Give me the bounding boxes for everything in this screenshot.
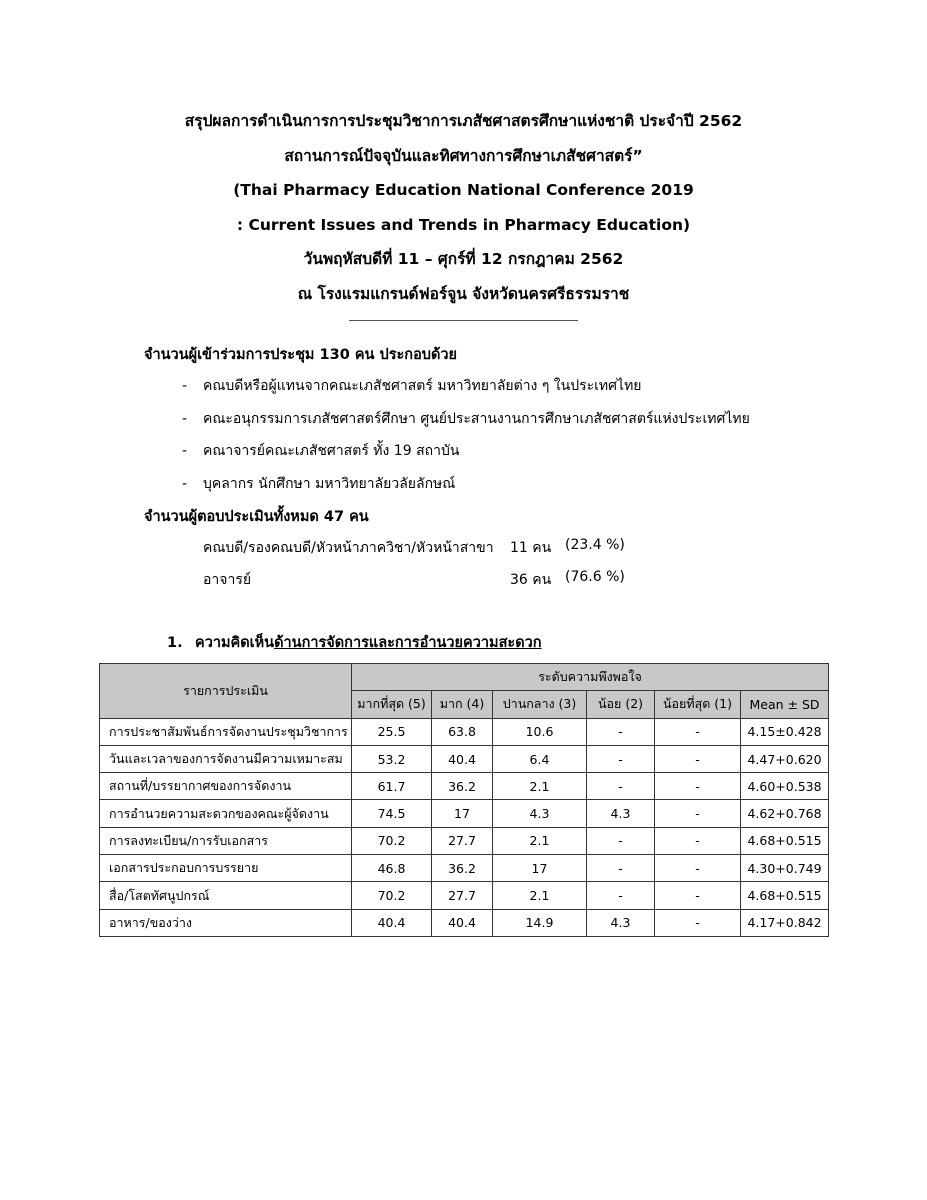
title-line: (Thai Pharmacy Education National Conference 2019 bbox=[233, 181, 694, 199]
mean-sd-cell: 4.30+0.749 bbox=[741, 855, 829, 882]
item-cell: การอำนวยความสะดวกของคณะผู้จัดงาน bbox=[100, 800, 352, 827]
value-cell: - bbox=[587, 773, 655, 800]
list-item-text: คณบดีหรือผู้แทนจากคณะเภสัชศาสตร์ มหาวิทยาลัยต่าง ๆ ในประเทศไทย bbox=[203, 378, 642, 394]
column-header: น้อยที่สุด (1) bbox=[655, 691, 741, 718]
list-dash: - bbox=[182, 443, 188, 459]
attendee-list bbox=[182, 373, 750, 503]
value-cell: 40.4 bbox=[432, 745, 493, 772]
table-row bbox=[100, 827, 829, 854]
value-cell: 61.7 bbox=[352, 773, 432, 800]
list-item bbox=[182, 471, 750, 504]
value-cell: 36.2 bbox=[432, 855, 493, 882]
item-cell: การลงทะเบียน/การรับเอกสาร bbox=[100, 827, 352, 854]
value-cell: 70.2 bbox=[352, 882, 432, 909]
list-item-text: คณาจารย์คณะเภสัชศาสตร์ ทั้ง 19 สถาบัน bbox=[203, 443, 460, 459]
value-cell: 17 bbox=[493, 855, 587, 882]
list-item bbox=[182, 406, 750, 439]
respondent-row bbox=[203, 569, 625, 591]
mean-sd-cell: 4.68+0.515 bbox=[741, 827, 829, 854]
table-row bbox=[100, 800, 829, 827]
respondent-count: 36 คน bbox=[510, 572, 552, 588]
value-cell: - bbox=[587, 827, 655, 854]
mean-sd-cell: 4.68+0.515 bbox=[741, 882, 829, 909]
title-divider bbox=[349, 320, 578, 321]
item-cell: สื่อ/โสตทัศนูปกรณ์ bbox=[100, 882, 352, 909]
mean-sd-cell: 4.17+0.842 bbox=[741, 909, 829, 936]
value-cell: - bbox=[655, 909, 741, 936]
value-cell: - bbox=[587, 745, 655, 772]
document-title-block bbox=[0, 104, 927, 311]
value-cell: 6.4 bbox=[493, 745, 587, 772]
value-cell: 70.2 bbox=[352, 827, 432, 854]
value-cell: 46.8 bbox=[352, 855, 432, 882]
respondent-label: คณบดี/รองคณบดี/หัวหน้าภาควิชา/หัวหน้าสาขา bbox=[203, 540, 494, 556]
column-header: Mean ± SD bbox=[741, 691, 829, 718]
item-cell: การประชาสัมพันธ์การจัดงานประชุมวิชาการ bbox=[100, 718, 352, 745]
value-cell: 14.9 bbox=[493, 909, 587, 936]
value-cell: 27.7 bbox=[432, 827, 493, 854]
table-row bbox=[100, 745, 829, 772]
list-item-text: คณะอนุกรรมการเภสัชศาสตร์ศึกษา ศูนย์ประสานงานการศึกษาเภสัชศาสตร์แห่งประเทศไทย bbox=[203, 410, 750, 427]
value-cell: 17 bbox=[432, 800, 493, 827]
value-cell: 4.3 bbox=[587, 800, 655, 827]
section-title-underlined: ด้านการจัดการและการอำนวยความสะดวก bbox=[274, 635, 542, 651]
item-cell: สถานที่/บรรยากาศของการจัดงาน bbox=[100, 773, 352, 800]
item-cell: เอกสารประกอบการบรรยาย bbox=[100, 855, 352, 882]
value-cell: 36.2 bbox=[432, 773, 493, 800]
column-header: มากที่สุด (5) bbox=[352, 691, 432, 718]
respondent-label: อาจารย์ bbox=[203, 572, 252, 588]
respondent-percent: (23.4 %) bbox=[565, 537, 625, 553]
value-cell: 2.1 bbox=[493, 827, 587, 854]
value-cell: - bbox=[655, 855, 741, 882]
respondent-count: 11 คน bbox=[510, 540, 552, 556]
respondent-percent: (76.6 %) bbox=[565, 569, 625, 585]
item-cell: อาหาร/ของว่าง bbox=[100, 909, 352, 936]
mean-sd-cell: 4.62+0.768 bbox=[741, 800, 829, 827]
table-row bbox=[100, 773, 829, 800]
value-cell: 40.4 bbox=[352, 909, 432, 936]
table-row bbox=[100, 882, 829, 909]
attendees-heading: จำนวนผู้เข้าร่วมการประชุม 130 คน ประกอบด้วย bbox=[144, 347, 458, 363]
table-row bbox=[100, 718, 829, 745]
value-cell: 4.3 bbox=[587, 909, 655, 936]
value-cell: 2.1 bbox=[493, 773, 587, 800]
value-cell: 4.3 bbox=[493, 800, 587, 827]
value-cell: - bbox=[587, 855, 655, 882]
list-item bbox=[182, 438, 750, 471]
list-item bbox=[182, 373, 750, 406]
respondent-row bbox=[203, 537, 625, 559]
value-cell: 27.7 bbox=[432, 882, 493, 909]
section-number: 1. bbox=[167, 635, 183, 651]
satisfaction-group-header: ระดับความพึงพอใจ bbox=[352, 664, 829, 691]
satisfaction-table bbox=[99, 663, 829, 937]
list-dash: - bbox=[182, 378, 188, 394]
value-cell: - bbox=[655, 773, 741, 800]
value-cell: 53.2 bbox=[352, 745, 432, 772]
value-cell: 40.4 bbox=[432, 909, 493, 936]
title-line: : Current Issues and Trends in Pharmacy Education) bbox=[236, 215, 691, 234]
title-line: ณ โรงแรมแกรนด์ฟอร์จูน จังหวัดนครศรีธรรมราช bbox=[297, 284, 630, 303]
table-row bbox=[100, 855, 829, 882]
table-row bbox=[100, 909, 829, 936]
value-cell: - bbox=[587, 718, 655, 745]
column-header: น้อย (2) bbox=[587, 691, 655, 718]
value-cell: 63.8 bbox=[432, 718, 493, 745]
title-line: สรุปผลการดำเนินการการประชุมวิชาการเภสัชศาสตรศึกษาแห่งชาติ ประจำปี 2562 bbox=[184, 112, 743, 130]
title-line: วันพฤหัสบดีที่ 11 – ศุกร์ที่ 12 กรกฎาคม 2562 bbox=[303, 250, 624, 268]
mean-sd-cell: 4.60+0.538 bbox=[741, 773, 829, 800]
column-header: ปานกลาง (3) bbox=[493, 691, 587, 718]
item-column-header: รายการประเมิน bbox=[100, 664, 352, 719]
value-cell: - bbox=[655, 718, 741, 745]
respondents-heading: จำนวนผู้ตอบประเมินทั้งหมด 47 คน bbox=[144, 509, 369, 525]
mean-sd-cell: 4.47+0.620 bbox=[741, 745, 829, 772]
mean-sd-cell: 4.15±0.428 bbox=[741, 718, 829, 745]
value-cell: - bbox=[655, 882, 741, 909]
value-cell: 25.5 bbox=[352, 718, 432, 745]
value-cell: 74.5 bbox=[352, 800, 432, 827]
value-cell: - bbox=[655, 800, 741, 827]
title-line: สถานการณ์ปัจจุบันและทิศทางการศึกษาเภสัชศาสตร์” bbox=[284, 146, 643, 165]
list-dash: - bbox=[182, 475, 188, 492]
list-item-text: บุคลากร นักศึกษา มหาวิทยาลัยวลัยลักษณ์ bbox=[203, 475, 456, 492]
value-cell: 10.6 bbox=[493, 718, 587, 745]
column-header: มาก (4) bbox=[432, 691, 493, 718]
section-heading bbox=[167, 631, 542, 654]
list-dash: - bbox=[182, 410, 188, 427]
value-cell: - bbox=[655, 827, 741, 854]
value-cell: - bbox=[587, 882, 655, 909]
section-title: ความคิดเห็น bbox=[195, 635, 275, 651]
item-cell: วันและเวลาของการจัดงานมีความเหมาะสม bbox=[100, 745, 352, 772]
value-cell: 2.1 bbox=[493, 882, 587, 909]
value-cell: - bbox=[655, 745, 741, 772]
